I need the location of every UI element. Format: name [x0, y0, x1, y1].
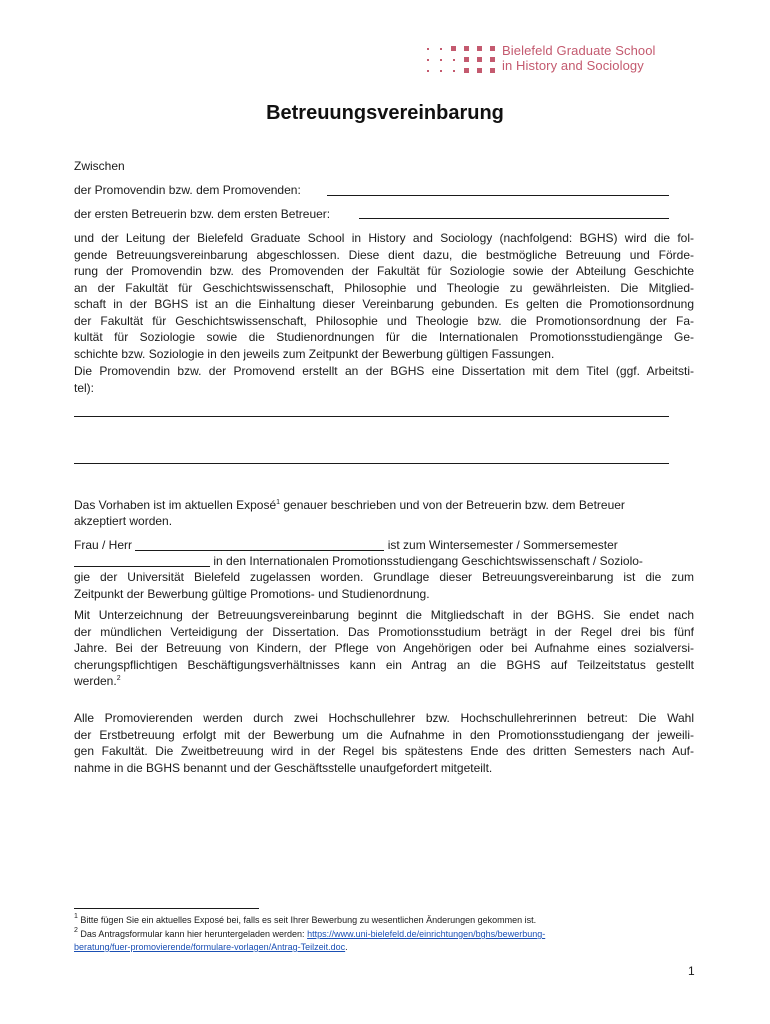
paragraph-line: und der Leitung der Bielefeld Graduate School in History and Sociology (nachfolgend: BGHS) wird die fol-: [74, 231, 694, 245]
intro-zwischen: Zwischen: [74, 159, 125, 173]
candidate-name-field[interactable]: [327, 195, 669, 196]
dot-grid-logo-icon: [424, 45, 496, 74]
paragraph-line: nahme in die BGHS benannt und der Geschäftsstelle unaufgefordert mitgeteilt.: [74, 760, 493, 775]
expose-line-1: [74, 497, 625, 514]
footnote-ref-1[interactable]: 1: [276, 499, 281, 506]
paragraph-line: gende Betreuungsvereinbarung abgeschlossen. Diese dient dazu, die bestmögliche Betreuung und Förde-: [74, 247, 694, 262]
form-download-link-part1[interactable]: https://www.uni-bielefeld.de/einrichtungen/bghs/bewerbung-: [307, 929, 546, 939]
dissertation-title-field-2[interactable]: [74, 463, 669, 464]
paragraph-line: schichte bzw. Soziologie in den jeweils zum Zeitpunkt der Bewerbung gültigen Fassungen.: [74, 346, 555, 361]
dissertation-title-field-1[interactable]: [74, 416, 669, 417]
paragraph-membership: [74, 607, 694, 690]
form-download-link-part2[interactable]: beratung/fuer-promovierende/formulare-vorlagen/Antrag-Teilzeit.doc: [74, 942, 346, 952]
document-title: Betreuungsvereinbarung: [266, 102, 504, 124]
paragraph-line: gen Fakultät. Die Zweitbetreuung wird in der Regel bis spätestens Ende des dritten Semesters nach Auf-: [74, 744, 694, 758]
admission-line-2: [74, 553, 643, 570]
membership-last-word: werden.: [74, 674, 117, 688]
paragraph-line: [74, 673, 694, 690]
paragraph-line: tel):: [74, 380, 95, 395]
logo-line-2: in History and Sociology: [502, 58, 644, 73]
paragraph-dissertation: [74, 363, 694, 396]
expose-text-b: genauer beschrieben und von der Betreuerin bzw. dem Betreuer: [280, 498, 625, 512]
paragraph-line: der Erstbetreuung erfolgt mit der Bewerbung um die Aufnahme in den Promotionsstudiengang der jeweili-: [74, 727, 694, 742]
paragraph-line: an der Fakultät für Geschichtswissenschaft, Philosophie und Theologie zu gewährleisten. Die Mitglied-: [74, 280, 694, 295]
footnote-1-text: Bitte fügen Sie ein aktuelles Exposé bei, falls es seit Ihrer Bewerbung zu wesentlichen Änderungen gekommen ist.: [80, 915, 537, 925]
footnote-1-number: 1: [74, 913, 78, 920]
footnote-2-cont: [74, 941, 348, 954]
footnote-2-text: Das Antragsformular kann hier heruntergeladen werden:: [80, 929, 308, 939]
paragraph-line: Mit Unterzeichnung der Betreuungsvereinbarung beginnt die Mitgliedschaft in der BGHS. Sie endet nach: [74, 608, 694, 622]
paragraph-line: Die Promovendin bzw. der Promovend erstellt an der BGHS eine Dissertation mit dem Titel (ggf. Arbeitsti-: [74, 364, 694, 378]
supervisor-name-field[interactable]: [359, 218, 669, 219]
footnote-ref-2[interactable]: 2: [116, 675, 121, 682]
candidate-label: der Promovendin bzw. dem Promovenden:: [74, 183, 301, 197]
footnote-2-end: .: [345, 942, 348, 952]
expose-line-2: akzeptiert worden.: [74, 514, 173, 528]
supervisor-label: der ersten Betreuerin bzw. dem ersten Betreuer:: [74, 207, 331, 221]
paragraph-intro: [74, 230, 694, 362]
paragraph-line: der Fakultät für Geschichtswissenschaft, Philosophie und Theologie bzw. die Promotionsordnung der Fa-: [74, 313, 694, 328]
admission-semester-text: ist zum Wintersemester / Sommersemester: [387, 538, 618, 552]
paragraph-line: rung der Promovendin bzw. des Promovenden der Fakultät für Soziologie sowie der Abteilung Geschichte: [74, 264, 694, 278]
admission-rest: [74, 569, 694, 602]
expose-text-a: Das Vorhaben ist im aktuellen Exposé: [74, 498, 277, 512]
admission-name-field[interactable]: [135, 550, 384, 551]
paragraph-line: Zeitpunkt der Bewerbung gültige Promotions- und Studienordnung.: [74, 586, 430, 601]
paragraph-line: Alle Promovierenden werden durch zwei Hochschullehrer bzw. Hochschullehrerinnen betreut: Die Wahl: [74, 711, 694, 725]
bghs-logo: [424, 43, 656, 74]
footnote-separator: [74, 908, 259, 909]
page-number: 1: [688, 964, 695, 978]
paragraph-line: schaft in der BGHS ist an die Einhaltung dieser Vereinbarung gebunden. Es gelten die Promotionsordnung: [74, 297, 694, 311]
admission-frau-herr: Frau / Herr: [74, 538, 133, 552]
admission-line-1: [74, 537, 618, 554]
paragraph-line: der mündlichen Verteidigung der Dissertation. Das Promotionsstudium beträgt in der Regel drei bis fünf: [74, 624, 694, 639]
logo-line-1: Bielefeld Graduate School: [502, 43, 656, 58]
footnote-2-number: 2: [74, 927, 78, 934]
logo-text: [502, 43, 656, 73]
paragraph-supervision: [74, 710, 694, 776]
admission-year-field[interactable]: [74, 566, 210, 567]
footnote-2: [74, 928, 545, 941]
paragraph-line: cherungspflichtigen Beschäftigungsverhältnisses kann ein Antrag an die BGHS auf Teilzeitstatus gestellt: [74, 657, 694, 672]
paragraph-line: gie der Universität Bielefeld zugelassen worden. Grundlage dieser Betreuungsvereinbarung ist die zum: [74, 570, 694, 584]
paragraph-line: kultät für Soziologie sowie die Studienordnungen für die Internationalen Promotionsstudiengänge Ge-: [74, 330, 694, 344]
admission-program-text: in den Internationalen Promotionsstudiengang Geschichtswissenschaft / Soziolo-: [213, 554, 643, 568]
footnote-1: [74, 914, 536, 927]
paragraph-line: Jahre. Bei der Betreuung von Kindern, der Pflege von Angehörigen oder bei Aufnahme eines sozialversi-: [74, 641, 694, 655]
